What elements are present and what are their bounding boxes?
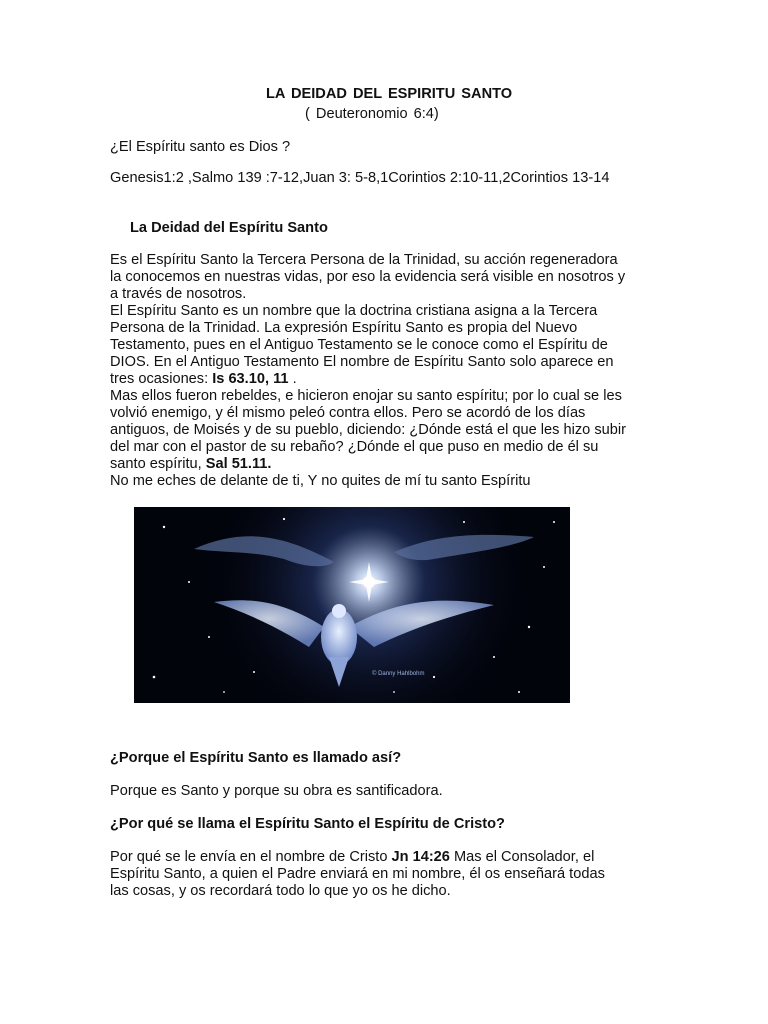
psalm-quote: No me eches de delante de ti, Y no quites de mí tu santo Espíritu bbox=[110, 473, 531, 489]
answer-line bbox=[110, 849, 670, 866]
body-line: del mar con el pastor de su rebaño? ¿Dónde el que puso en medio de él su bbox=[110, 439, 599, 455]
answer-post: Mas el Consolador, el bbox=[449, 849, 595, 865]
body-line: la conocemos en nuestras vidas, por eso la evidencia será visible en nosotros y bbox=[110, 269, 626, 285]
question-why-called: ¿Porque el Espíritu Santo es llamado así? bbox=[110, 750, 402, 766]
answer-spirit-of-christ bbox=[110, 849, 670, 900]
question-is-spirit-god: ¿El Espíritu santo es Dios ? bbox=[110, 139, 291, 155]
psalm-reference: Sal 51.11. bbox=[205, 456, 272, 472]
body-line: DIOS. En el Antiguo Testamento El nombre de Espíritu Santo solo aparece en bbox=[110, 354, 614, 370]
document-title: LA DEIDAD DEL ESPIRITU SANTO bbox=[266, 86, 513, 102]
isaiah-post: . bbox=[288, 371, 297, 387]
body-paragraph bbox=[110, 252, 670, 490]
isaiah-reference: Is 63.10, 11 bbox=[212, 371, 289, 387]
isaiah-line bbox=[110, 371, 670, 388]
isaiah-pre: tres ocasiones: bbox=[110, 371, 213, 387]
body-line: Persona de la Trinidad. La expresión Espíritu Santo es propia del Nuevo bbox=[110, 320, 578, 336]
body-line: Es el Espíritu Santo la Tercera Persona de la Trinidad, su acción regeneradora bbox=[110, 252, 618, 268]
scripture-reference: ( Deuteronomio 6:4) bbox=[305, 106, 439, 122]
answer-line: las cosas, y os recordará todo lo que yo os he dicho. bbox=[110, 883, 451, 899]
dove-illustration bbox=[134, 507, 570, 703]
psalm-pre: santo espíritu, bbox=[110, 456, 206, 472]
body-line: Testamento, pues en el Antiguo Testamento se le conoce como el Espíritu de bbox=[110, 337, 608, 353]
section-heading: La Deidad del Espíritu Santo bbox=[130, 220, 328, 236]
body-line: Mas ellos fueron rebeldes, e hicieron enojar su santo espíritu; por lo cual se les bbox=[110, 388, 622, 404]
body-line: antiguos, de Moisés y de su pueblo, diciendo: ¿Dónde está el que les hizo subir bbox=[110, 422, 626, 438]
citations-line: Genesis1:2 ,Salmo 139 :7-12,Juan 3: 5-8,1Corintios 2:10-11,2Corintios 13-14 bbox=[110, 170, 610, 186]
psalm-line bbox=[110, 456, 670, 473]
image-caption: © Danny Hahlbohm bbox=[372, 671, 425, 677]
answer-why-called: Porque es Santo y porque su obra es santificadora. bbox=[110, 783, 443, 799]
body-line: volvió enemigo, y él mismo peleó contra ellos. Pero se acordó de los días bbox=[110, 405, 586, 421]
answer-line: Espíritu Santo, a quien el Padre enviará en mi nombre, él os enseñará todas bbox=[110, 866, 605, 882]
answer-pre: Por qué se le envía en el nombre de Cristo bbox=[110, 849, 392, 865]
body-line: El Espíritu Santo es un nombre que la doctrina cristiana asigna a la Tercera bbox=[110, 303, 598, 319]
dove-image-svg bbox=[134, 507, 570, 703]
body-line: a través de nosotros. bbox=[110, 286, 247, 302]
john-reference: Jn 14:26 bbox=[391, 849, 450, 865]
question-spirit-of-christ: ¿Por qué se llama el Espíritu Santo el Espíritu de Cristo? bbox=[110, 816, 505, 832]
